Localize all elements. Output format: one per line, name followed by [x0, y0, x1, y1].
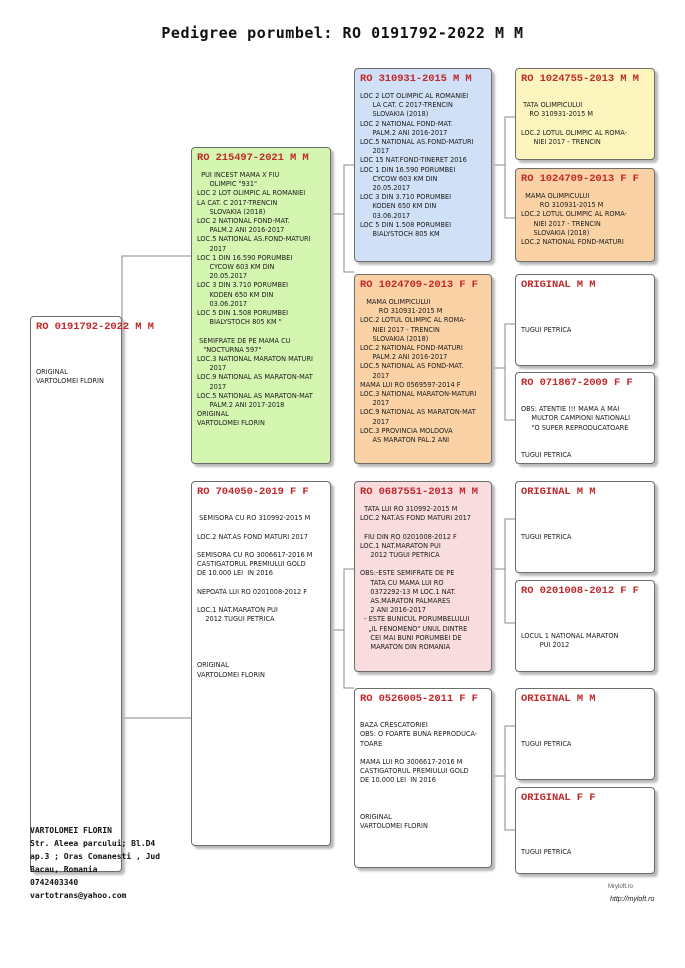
sire-sire-card — [354, 68, 492, 262]
page-title: Pedigree porumbel: RO 0191792-2022 M M — [161, 24, 524, 42]
sire-sire-details: LOC 2 LOT OLIMPIC AL ROMANIEI LA CAT. C 2017-TRENCIN SLOVAKIA (2018) LOC 2 NATIONAL FOND-MAT. PALM.2 ANI 2016-2017 LOC.5 NATIONAL AS.FOND-MATURI 2017 LOC 15 NAT.FOND-TINERET 2016 LOC 1 DIN 16.590 PORUMBEI CYCOW 603 KM DIN 20.05.2017 LOC 3 DIN 3.710 PORUMBEI KODEN 650 KM DIN 03.06.2017 LOC 5 DIN 1.508 PORUMBEI BIALYSTOCH 805 KM — [360, 91, 474, 239]
sire-dam-details: MAMA OLIMPICULUI RO 310931-2015 M LOC.2 LOTUL OLIMPIC AL ROMA- NIEI 2017 - TRENCIN SLOVAKIA (2018) LOC.2 NATIONAL FOND-MATURI PALM.2 ANI 2016-2017 LOC.5 NATIONAL AS FOND-MAT. 2017 MAMA LUI RO 0569597-2014 F LOC.3 NATIONAL MARATON-MATURI 2017 LOC.9 NATIONAL AS MARATON-MAT 2017 LOC.3 PROVINCIA MOLDOVA AS MARATON PAL.2 ANI — [360, 297, 477, 445]
credit-url: http://myloft.ro — [610, 896, 655, 903]
dsd-ring-number: RO 0201008-2012 F F — [521, 585, 639, 597]
sds-ring-number: ORIGINAL M M — [521, 279, 596, 291]
sire-dam-sire-card — [515, 274, 655, 366]
subject-details: ORIGINAL VARTOLOMEI FLORIN — [36, 366, 104, 385]
sire-dam-ring-number: RO 1024709-2013 F F — [360, 279, 478, 291]
sss-ring-number: RO 1024755-2013 M M — [521, 73, 639, 85]
dss-details: TUGUI PETRICA — [521, 531, 572, 541]
dam-sire-ring-number: RO 0687551-2013 M M — [360, 486, 478, 498]
subject-pigeon-card — [30, 316, 154, 872]
owner-address-line-1: Str. Aleea parcului; Bl.D4 — [30, 839, 156, 848]
sdd-ring-number: RO 071867-2009 F F — [521, 377, 633, 389]
dds-ring-number: ORIGINAL M M — [521, 693, 596, 705]
dam-dam-ring-number: RO 0526005-2011 F F — [360, 693, 478, 705]
ddd-details: TUGUI PETRICA — [521, 846, 572, 856]
sire-sire-ring-number: RO 310931-2015 M M — [360, 73, 472, 85]
sire-details: PUI INCEST MAMA X FIU OLIMPIC "931" LOC 2 LOT OLIMPIC AL ROMANIEI LA CAT. C 2017-TRENCIN SLOVAKIA (2018) LOC 2 NATIONAL FOND-MAT. PALM.2 ANI 2016-2017 LOC.5 NATIONAL AS.FOND-MATURI 2017 LOC 1 DIN 16.590 PORUMBEI CYCOW 603 KM DIN 20.05.2017 LOC 3 DIN 3.710 PORUMBEI KODEN 650 KM DIN 03.06.2017 LOC 5 DIN 1.508 PORUMBEI BIALYSTOCH 805 KM " SEMIFRATE DE PE MAMA CU "NOCTURNA 597" LOC.3 NATIONAL MARATON MATURI 2017 LOC.9 NATIONAL AS MARATON-MAT 2017 LOC.5 NATIONAL AS MARATON-MAT PALM.2 ANI 2017-2018 ORIGINAL VARTOLOMEI FLORIN — [197, 170, 313, 428]
dam-sire-card — [354, 481, 492, 672]
dam-dam-details: BAZA CRESCATORIEI OBS: O FOARTE BUNA REPRODUCA- TOARE MAMA LUI RO 3006617-2016 M CASTIGATORUL PREMIULUI GOLD DE 10.000 LEI IN 2016 ORIGINAL VARTOLOMEI FLORIN — [360, 720, 478, 831]
sire-sire-sire-card — [515, 68, 655, 160]
subject-ring-number: RO 0191792-2022 M M — [36, 321, 154, 333]
sdd-details: OBS: ATENTIE !!! MAMA A MAI MULTOR CAMPIONI NATIONALI "O SUPER REPRODUCATOARE TUGUI PETRICA — [521, 404, 631, 460]
dsd-details: LOCUL 1 NATIONAL MARATON PUI 2012 — [521, 630, 619, 649]
dds-details: TUGUI PETRICA — [521, 738, 572, 748]
dam-dam-sire-card — [515, 688, 655, 780]
dam-ring-number: RO 704050-2019 F F — [197, 486, 309, 498]
ssd-ring-number: RO 1024709-2013 F F — [521, 173, 639, 185]
dam-dam-card — [354, 688, 492, 868]
dam-card — [191, 481, 331, 846]
sss-details: TATA OLIMPICULUI RO 310931-2015 M LOC.2 LOTUL OLIMPIC AL ROMA- NIEI 2017 - TRENCIN — [521, 100, 627, 147]
owner-name: VARTOLOMEI FLORIN — [30, 826, 112, 835]
dam-sire-dam-card — [515, 580, 655, 672]
sire-sire-dam-card — [515, 168, 655, 262]
owner-phone: 0742403340 — [30, 878, 79, 887]
ddd-ring-number: ORIGINAL F F — [521, 792, 596, 804]
sire-card — [191, 147, 331, 464]
sire-dam-dam-card — [515, 372, 655, 464]
owner-address-line-3: Bacau, Romania — [30, 865, 98, 874]
dam-sire-details: TATA LUI RO 310992-2015 M LOC.2 NAT.AS FOND MATURI 2017 FIU DIN RO 0201008-2012 F LOC.1 NAT.MARATON PUI 2012 TUGUI PETRICA OBS:-ESTE SEMIFRATE DE PE TATA CU MAMA LUI RO 0372292-13 M LOC.1 NAT. AS.MARATON PALMARES 2 ANI 2016-2017 - ESTE BUNICUL PORUMBELULUI „IL FENOMENO" UNUL DINTRE CEI MAI BUNI PORUMBEI DE MARATON DIN ROMANIA — [360, 504, 471, 652]
ssd-details: MAMA OLIMPICULUI RO 310931-2015 M LOC.2 LOTUL OLIMPIC AL ROMA- NIEI 2017 - TRENCIN SLOVAKIA (2018) LOC.2 NATIONAL FOND-MATURI — [521, 191, 627, 247]
sds-details: TUGUI PETRICA — [521, 324, 572, 334]
owner-info — [30, 824, 160, 902]
dam-dam-dam-card — [515, 787, 655, 874]
sire-ring-number: RO 215497-2021 M M — [197, 152, 309, 164]
sire-dam-card — [354, 274, 492, 464]
owner-address-line-2: ap.3 ; Oras Comanesti , Jud — [30, 852, 161, 861]
dam-details: SEMISORA CU RO 310992-2015 M LOC.2 NAT.AS FOND MATURI 2017 SEMISORA CU RO 3006617-2016 M CASTIGATORUL PREMIULUI GOLD DE 10.000 LEI IN 2016 NEPOATA LUI RO 0201008-2012 F LOC.1 NAT.MARATON PUI 2012 TUGUI PETRICA ORIGINAL VARTOLOMEI FLORIN — [197, 513, 313, 679]
owner-email: vartotrans@yahoo.com — [30, 891, 127, 900]
dam-sire-sire-card — [515, 481, 655, 573]
signature-mark: Mryloft.ro — [608, 884, 634, 890]
dss-ring-number: ORIGINAL M M — [521, 486, 596, 498]
